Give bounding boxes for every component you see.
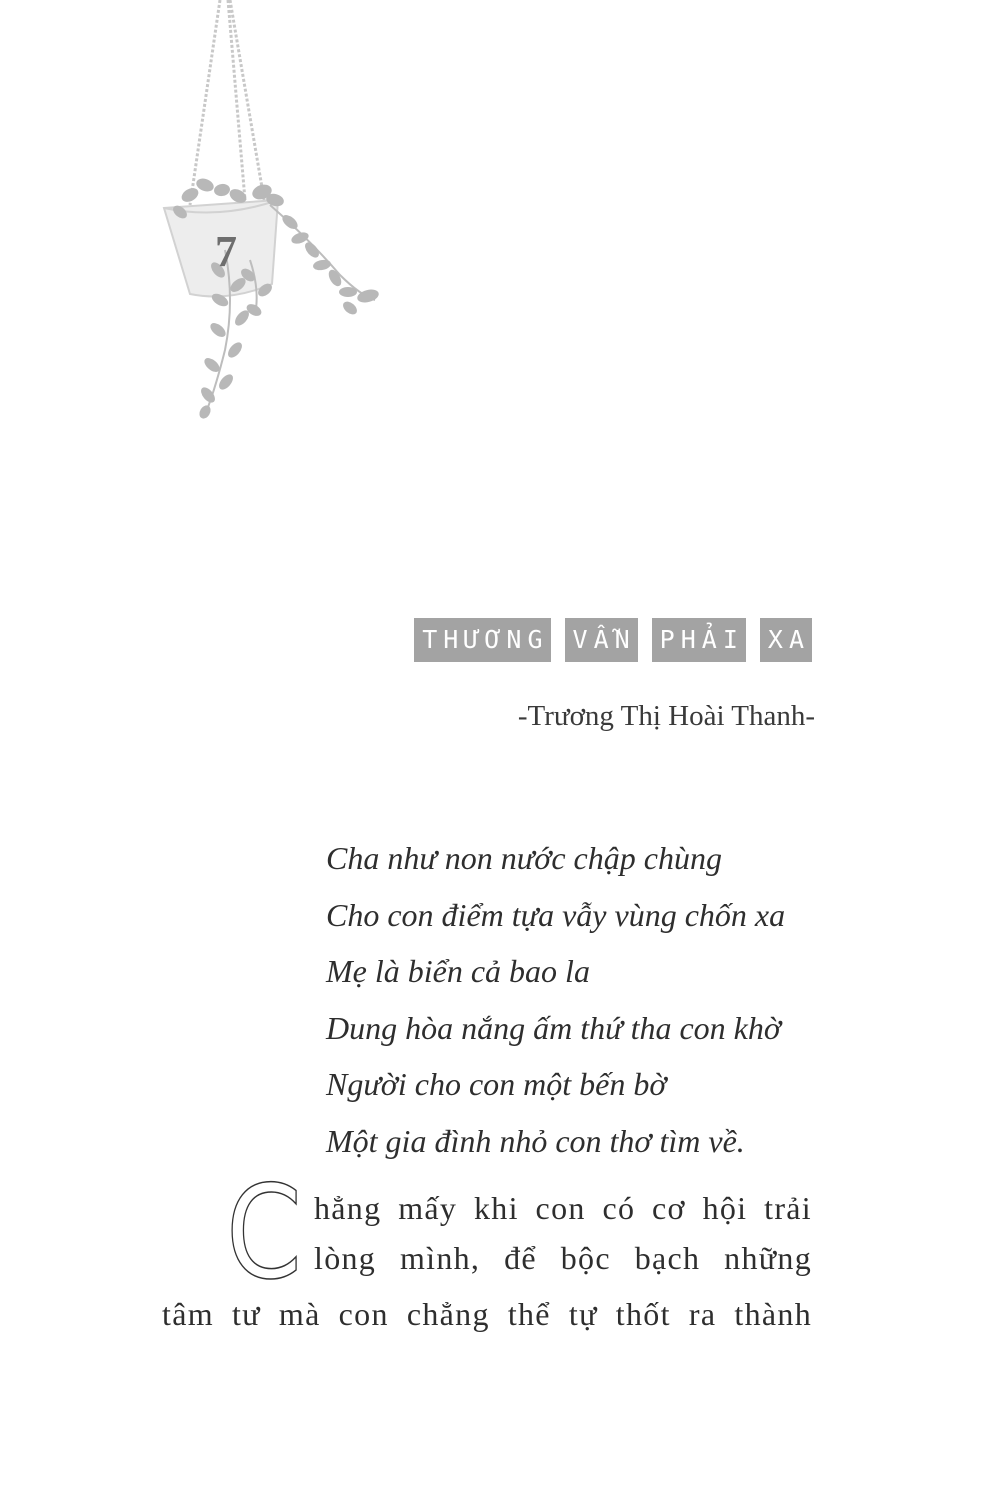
chapter-number: 7 [215, 227, 237, 276]
title-word: VẪN [565, 618, 638, 662]
poem-line: Một gia đình nhỏ con thơ tìm về. [326, 1122, 745, 1159]
drop-cap-letter: C [226, 1159, 302, 1308]
title-word: XA [760, 618, 812, 662]
poem-line: Cha như non nước chập chùng [326, 840, 722, 876]
poem-line: Người cho con một bến bờ [326, 1066, 667, 1102]
prose-line: lòng mình, để bộc bạch những [314, 1240, 812, 1276]
author-name: -Trương Thị Hoài Thanh- [517, 700, 815, 732]
poem-line: Cho con điểm tựa vẫy vùng chốn xa [326, 896, 786, 933]
poem [326, 830, 846, 1169]
title-word: PHẢI [652, 618, 746, 662]
chapter-title [414, 618, 812, 662]
poem-line: Dung hòa nắng ấm thứ tha con khờ [326, 1009, 781, 1046]
drop-cap [226, 1159, 315, 1308]
poem-line: Mẹ là biển cả bao la [326, 953, 590, 989]
hanging-plant-pot-icon [150, 0, 400, 430]
title-word: THƯƠNG [414, 618, 550, 662]
prose-line: tâm tư mà con chẳng thể tự thốt ra thành [162, 1296, 812, 1332]
prose-line: hẳng mấy khi con có cơ hội trải [314, 1190, 812, 1226]
